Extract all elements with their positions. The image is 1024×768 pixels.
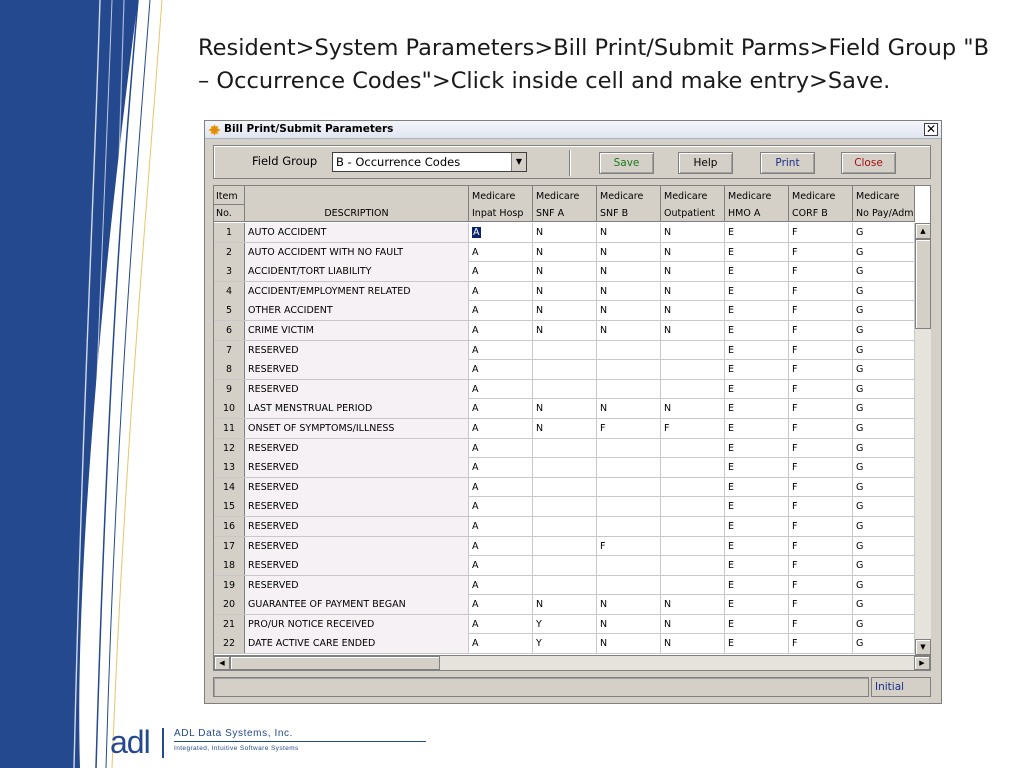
hmo-a-cell[interactable]: E (725, 380, 789, 399)
snf-a-cell[interactable]: N (533, 223, 597, 242)
hmo-a-cell[interactable]: E (725, 399, 789, 418)
hmo-a-cell[interactable]: E (725, 576, 789, 595)
outpatient-cell[interactable]: N (661, 243, 725, 262)
outpatient-cell[interactable]: N (661, 223, 725, 242)
inpat-hosp-cell[interactable]: A (469, 517, 533, 536)
no-pay-adm-cell[interactable]: G (853, 380, 915, 399)
no-pay-adm-cell[interactable]: G (853, 243, 915, 262)
no-pay-adm-cell[interactable]: G (853, 360, 915, 379)
grid-header (214, 186, 915, 222)
no-pay-adm-cell[interactable]: G (853, 537, 915, 556)
company-logo (110, 726, 330, 762)
inpat-hosp-cell[interactable]: A (469, 262, 533, 281)
header-line-1: Medicare (600, 191, 644, 202)
table-row[interactable] (214, 380, 915, 400)
hmo-a-cell[interactable]: E (725, 634, 789, 653)
vertical-scrollbar[interactable] (915, 223, 931, 655)
table-row[interactable] (214, 478, 915, 498)
outpatient-cell[interactable] (661, 537, 725, 556)
no-pay-adm-cell[interactable]: G (853, 478, 915, 497)
outpatient-cell[interactable]: N (661, 399, 725, 418)
snf-b-cell[interactable]: N (597, 321, 661, 340)
description-cell[interactable]: RESERVED (245, 341, 469, 360)
description-cell[interactable]: LAST MENSTRUAL PERIOD (245, 399, 469, 418)
corf-b-cell[interactable]: F (789, 282, 853, 301)
item-no-cell: 22 (214, 634, 245, 653)
no-pay-adm-cell[interactable]: G (853, 399, 915, 418)
description-cell[interactable]: RESERVED (245, 478, 469, 497)
header-line-1: Medicare (728, 191, 772, 202)
snf-a-cell[interactable] (533, 380, 597, 399)
description-cell[interactable]: OTHER ACCIDENT (245, 301, 469, 320)
snf-b-cell[interactable] (597, 380, 661, 399)
scroll-up-icon[interactable]: ▲ (915, 223, 931, 239)
outpatient-cell[interactable] (661, 556, 725, 575)
description-cell[interactable]: RESERVED (245, 576, 469, 595)
no-pay-adm-cell[interactable]: G (853, 439, 915, 458)
status-bar (213, 677, 869, 697)
snf-a-header (533, 186, 597, 222)
corf-b-cell[interactable]: F (789, 419, 853, 438)
no-pay-adm-cell[interactable]: G (853, 615, 915, 634)
no-pay-adm-cell[interactable]: G (853, 517, 915, 536)
snf-b-cell[interactable] (597, 576, 661, 595)
snf-b-cell[interactable] (597, 478, 661, 497)
description-cell[interactable]: RESERVED (245, 360, 469, 379)
no-pay-adm-cell[interactable]: G (853, 262, 915, 281)
table-row[interactable] (214, 537, 915, 557)
outpatient-cell[interactable] (661, 497, 725, 516)
item-no-cell: 19 (214, 576, 245, 595)
table-row[interactable] (214, 321, 915, 341)
snf-b-cell[interactable]: N (597, 223, 661, 242)
table-row[interactable] (214, 517, 915, 537)
description-cell[interactable]: RESERVED (245, 537, 469, 556)
outpatient-cell[interactable] (661, 458, 725, 477)
vertical-scroll-thumb[interactable] (915, 239, 931, 329)
outpatient-cell[interactable] (661, 341, 725, 360)
corf-b-cell[interactable]: F (789, 576, 853, 595)
corf-b-cell[interactable]: F (789, 517, 853, 536)
item-no-cell: 6 (214, 321, 245, 340)
corf-b-cell[interactable]: F (789, 595, 853, 614)
hmo-a-cell[interactable]: E (725, 439, 789, 458)
table-row[interactable] (214, 595, 915, 615)
description-cell[interactable]: AUTO ACCIDENT WITH NO FAULT (245, 243, 469, 262)
table-row[interactable] (214, 634, 915, 654)
inpat-hosp-cell[interactable]: A (469, 556, 533, 575)
snf-b-cell[interactable] (597, 341, 661, 360)
header-line-2: SNF B (600, 208, 629, 219)
item-no-cell: 21 (214, 615, 245, 634)
item-no-cell: 20 (214, 595, 245, 614)
table-row[interactable] (214, 399, 915, 419)
header-line-2: SNF A (536, 208, 565, 219)
snf-b-cell[interactable]: F (597, 419, 661, 438)
header-line-2: Outpatient (664, 208, 716, 219)
no-pay-adm-cell[interactable]: G (853, 634, 915, 653)
snf-a-cell[interactable]: N (533, 399, 597, 418)
save-button[interactable]: Save (599, 152, 654, 174)
logo-divider (174, 741, 426, 742)
horizontal-scrollbar[interactable] (213, 655, 931, 671)
corf-b-cell[interactable]: F (789, 478, 853, 497)
logo-company-name: ADL Data Systems, Inc. (174, 728, 293, 739)
scroll-right-icon[interactable]: ▶ (914, 656, 930, 670)
no-pay-adm-cell[interactable]: G (853, 595, 915, 614)
table-row[interactable] (214, 497, 915, 517)
snf-a-cell[interactable]: N (533, 243, 597, 262)
snf-b-cell[interactable] (597, 497, 661, 516)
item-no-cell: 14 (214, 478, 245, 497)
snf-a-cell[interactable] (533, 478, 597, 497)
logo-bar (162, 728, 164, 758)
corf-b-cell[interactable]: F (789, 634, 853, 653)
snf-a-cell[interactable] (533, 360, 597, 379)
header-divider (214, 204, 245, 205)
header-line-2: HMO A (728, 208, 761, 219)
no-pay-adm-cell[interactable]: G (853, 419, 915, 438)
header-line-1: Item (216, 191, 238, 202)
selected-cell-value[interactable]: A (473, 227, 480, 238)
item-no-cell: 10 (214, 399, 245, 418)
outpatient-cell[interactable]: N (661, 634, 725, 653)
snf-b-cell[interactable]: N (597, 399, 661, 418)
outpatient-cell[interactable] (661, 439, 725, 458)
inpat-hosp-cell[interactable]: A (469, 439, 533, 458)
horizontal-scroll-thumb[interactable] (230, 656, 440, 670)
corf-b-header (789, 186, 853, 222)
table-row[interactable] (214, 262, 915, 282)
hmo-a-cell[interactable]: E (725, 615, 789, 634)
slide-decoration (0, 0, 175, 768)
no-pay-adm-cell[interactable]: G (853, 223, 915, 242)
snf-a-cell[interactable] (533, 576, 597, 595)
hmo-a-cell[interactable]: E (725, 537, 789, 556)
description-header (245, 186, 469, 222)
table-row[interactable] (214, 576, 915, 596)
corf-b-cell[interactable]: F (789, 301, 853, 320)
inpat-hosp-cell[interactable]: A (469, 341, 533, 360)
table-row[interactable] (214, 341, 915, 361)
item-no-cell: 7 (214, 341, 245, 360)
hmo-a-cell[interactable]: E (725, 595, 789, 614)
corf-b-cell[interactable]: F (789, 341, 853, 360)
hmo-a-cell[interactable]: E (725, 282, 789, 301)
snf-a-cell[interactable]: N (533, 282, 597, 301)
corf-b-cell[interactable]: F (789, 399, 853, 418)
snf-b-cell[interactable]: N (597, 262, 661, 281)
snf-b-cell[interactable]: N (597, 243, 661, 262)
close-window-button[interactable]: ✕ (925, 122, 937, 136)
corf-b-cell[interactable]: F (789, 615, 853, 634)
header-line-1: Medicare (856, 191, 900, 202)
item-no-cell: 12 (214, 439, 245, 458)
item-no-cell: 16 (214, 517, 245, 536)
no-pay-adm-cell[interactable]: G (853, 341, 915, 360)
snf-b-cell[interactable] (597, 517, 661, 536)
hmo-a-cell[interactable]: E (725, 556, 789, 575)
print-button[interactable]: Print (760, 152, 815, 174)
snf-a-cell[interactable]: N (533, 419, 597, 438)
header-line-1: Medicare (792, 191, 836, 202)
description-cell[interactable]: CRIME VICTIM (245, 321, 469, 340)
corf-b-cell[interactable]: F (789, 439, 853, 458)
header-line-2: Inpat Hosp (472, 208, 524, 219)
header-line-1: Medicare (472, 191, 516, 202)
hmo-a-header (725, 186, 789, 222)
hmo-a-cell[interactable]: E (725, 360, 789, 379)
outpatient-cell[interactable]: N (661, 301, 725, 320)
inpat-hosp-cell[interactable]: A (469, 380, 533, 399)
table-row[interactable] (214, 282, 915, 302)
corf-b-cell[interactable]: F (789, 556, 853, 575)
corf-b-cell[interactable]: F (789, 537, 853, 556)
table-row[interactable] (214, 556, 915, 576)
hmo-a-cell[interactable]: E (725, 517, 789, 536)
description-cell[interactable]: RESERVED (245, 439, 469, 458)
description-cell[interactable]: RESERVED (245, 458, 469, 477)
snf-a-cell[interactable] (533, 439, 597, 458)
no-pay-adm-cell[interactable]: G (853, 321, 915, 340)
field-group-select[interactable] (332, 152, 527, 172)
corf-b-cell[interactable]: F (789, 360, 853, 379)
inpat-hosp-cell[interactable]: A (469, 576, 533, 595)
corf-b-cell[interactable]: F (789, 262, 853, 281)
inpat-hosp-cell[interactable]: A (469, 537, 533, 556)
hmo-a-cell[interactable]: E (725, 262, 789, 281)
item-no-cell: 4 (214, 282, 245, 301)
inpat-hosp-cell[interactable]: A (469, 497, 533, 516)
hmo-a-cell[interactable]: E (725, 321, 789, 340)
snf-b-cell[interactable]: F (597, 537, 661, 556)
inpat-hosp-cell[interactable] (469, 223, 533, 242)
item-no-cell: 15 (214, 497, 245, 516)
outpatient-cell[interactable] (661, 517, 725, 536)
table-row[interactable] (214, 223, 915, 243)
table-row[interactable] (214, 243, 915, 263)
field-group-label: Field Group (252, 154, 318, 168)
no-pay-adm-cell[interactable]: G (853, 556, 915, 575)
inpat-hosp-cell[interactable]: A (469, 321, 533, 340)
snf-b-cell[interactable]: N (597, 301, 661, 320)
snf-b-cell[interactable] (597, 439, 661, 458)
table-row[interactable] (214, 360, 915, 380)
logo-tagline: Integrated, Intuitive Software Systems (174, 745, 299, 752)
hmo-a-cell[interactable]: E (725, 497, 789, 516)
description-cell[interactable]: RESERVED (245, 556, 469, 575)
snf-a-cell[interactable]: N (533, 321, 597, 340)
header-line-1: Medicare (664, 191, 708, 202)
corf-b-cell[interactable]: F (789, 497, 853, 516)
description-cell[interactable]: PRO/UR NOTICE RECEIVED (245, 615, 469, 634)
description-cell[interactable]: ONSET OF SYMPTOMS/ILLNESS (245, 419, 469, 438)
item-no-cell: 3 (214, 262, 245, 281)
table-row[interactable] (214, 439, 915, 459)
header-line-2: No. (216, 208, 232, 219)
hmo-a-cell[interactable]: E (725, 478, 789, 497)
snf-a-cell[interactable]: N (533, 262, 597, 281)
item-no-cell: 17 (214, 537, 245, 556)
inpat-hosp-cell[interactable]: A (469, 399, 533, 418)
snf-b-cell[interactable] (597, 556, 661, 575)
inpat-hosp-cell[interactable]: A (469, 282, 533, 301)
inpat-hosp-cell[interactable]: A (469, 595, 533, 614)
item-no-cell: 2 (214, 243, 245, 262)
window-titlebar[interactable] (205, 121, 941, 139)
item-no-cell: 9 (214, 380, 245, 399)
app-icon (208, 124, 221, 136)
item-no-cell: 13 (214, 458, 245, 477)
help-button[interactable]: Help (678, 152, 733, 174)
chevron-down-icon[interactable]: ▼ (511, 153, 526, 171)
outpatient-cell[interactable] (661, 380, 725, 399)
description-cell[interactable]: RESERVED (245, 497, 469, 516)
toolbar-divider (569, 150, 571, 176)
item-no-cell: 18 (214, 556, 245, 575)
outpatient-cell[interactable] (661, 360, 725, 379)
field-group-value: B - Occurrence Codes (336, 155, 461, 169)
header-line-2: CORF B (792, 208, 828, 219)
snf-a-cell[interactable] (533, 458, 597, 477)
close-button[interactable]: Close (841, 152, 896, 174)
corf-b-cell[interactable]: F (789, 321, 853, 340)
table-row[interactable] (214, 301, 915, 321)
snf-b-cell[interactable] (597, 360, 661, 379)
snf-b-header (597, 186, 661, 222)
snf-a-cell[interactable] (533, 537, 597, 556)
no-pay-adm-cell[interactable]: G (853, 576, 915, 595)
no-pay-adm-cell[interactable]: G (853, 301, 915, 320)
snf-b-cell[interactable]: N (597, 595, 661, 614)
snf-a-cell[interactable] (533, 341, 597, 360)
description-cell[interactable]: DATE ACTIVE CARE ENDED (245, 634, 469, 653)
outpatient-cell[interactable]: N (661, 262, 725, 281)
no-pay-adm-cell[interactable]: G (853, 497, 915, 516)
snf-a-cell[interactable] (533, 517, 597, 536)
outpatient-cell[interactable] (661, 576, 725, 595)
toolbar (213, 145, 931, 179)
parameters-grid (213, 185, 931, 657)
snf-b-cell[interactable]: N (597, 615, 661, 634)
outpatient-cell[interactable]: N (661, 282, 725, 301)
snf-a-cell[interactable]: N (533, 595, 597, 614)
description-cell[interactable]: RESERVED (245, 517, 469, 536)
inpat-hosp-cell[interactable]: A (469, 634, 533, 653)
inpat-hosp-cell[interactable]: A (469, 615, 533, 634)
item-no-cell: 8 (214, 360, 245, 379)
snf-b-cell[interactable]: N (597, 634, 661, 653)
hmo-a-cell[interactable]: E (725, 243, 789, 262)
outpatient-cell[interactable] (661, 478, 725, 497)
outpatient-cell[interactable]: N (661, 615, 725, 634)
table-row[interactable] (214, 419, 915, 439)
logo-mark: adl (110, 724, 150, 760)
inpat-hosp-cell[interactable]: A (469, 301, 533, 320)
inpat-hosp-cell[interactable]: A (469, 360, 533, 379)
bill-print-window (204, 120, 942, 704)
snf-a-cell[interactable]: Y (533, 634, 597, 653)
inpat-hosp-cell[interactable]: A (469, 419, 533, 438)
description-cell[interactable]: ACCIDENT/TORT LIABILITY (245, 262, 469, 281)
no-pay-adm-header (853, 186, 915, 222)
scroll-left-icon[interactable]: ◀ (214, 656, 230, 670)
corf-b-cell[interactable]: F (789, 243, 853, 262)
snf-a-cell[interactable] (533, 556, 597, 575)
snf-a-cell[interactable] (533, 497, 597, 516)
scroll-down-icon[interactable]: ▼ (915, 639, 931, 655)
table-row[interactable] (214, 615, 915, 635)
description-cell[interactable]: AUTO ACCIDENT (245, 223, 469, 242)
item-no-cell: 5 (214, 301, 245, 320)
inpat-hosp-cell[interactable]: A (469, 478, 533, 497)
inpat-hosp-cell[interactable]: A (469, 243, 533, 262)
snf-b-cell[interactable]: N (597, 282, 661, 301)
outpatient-header (661, 186, 725, 222)
hmo-a-cell[interactable]: E (725, 458, 789, 477)
outpatient-cell[interactable]: F (661, 419, 725, 438)
table-row[interactable] (214, 458, 915, 478)
outpatient-cell[interactable]: N (661, 595, 725, 614)
description-cell[interactable]: RESERVED (245, 380, 469, 399)
header-line-2: No Pay/Adm (856, 208, 914, 219)
snf-a-cell[interactable]: N (533, 301, 597, 320)
hmo-a-cell[interactable]: E (725, 301, 789, 320)
outpatient-cell[interactable]: N (661, 321, 725, 340)
description-cell[interactable]: ACCIDENT/EMPLOYMENT RELATED (245, 282, 469, 301)
no-pay-adm-cell[interactable]: G (853, 282, 915, 301)
hmo-a-cell[interactable]: E (725, 341, 789, 360)
no-pay-adm-cell[interactable]: G (853, 458, 915, 477)
snf-a-cell[interactable]: Y (533, 615, 597, 634)
hmo-a-cell[interactable]: E (725, 419, 789, 438)
inpat-hosp-header (469, 186, 533, 222)
corf-b-cell[interactable]: F (789, 380, 853, 399)
status-mode: Initial (871, 677, 931, 697)
corf-b-cell[interactable]: F (789, 458, 853, 477)
header-line-1: Medicare (536, 191, 580, 202)
window-title: Bill Print/Submit Parameters (224, 123, 394, 135)
item-no-cell: 1 (214, 223, 245, 242)
item-no-cell: 11 (214, 419, 245, 438)
hmo-a-cell[interactable]: E (725, 223, 789, 242)
corf-b-cell[interactable]: F (789, 223, 853, 242)
description-cell[interactable]: GUARANTEE OF PAYMENT BEGAN (245, 595, 469, 614)
inpat-hosp-cell[interactable]: A (469, 458, 533, 477)
snf-b-cell[interactable] (597, 458, 661, 477)
header-line-2: DESCRIPTION (324, 208, 389, 219)
grid-rows (214, 223, 915, 654)
slide-title: Resident>System Parameters>Bill Print/Submit Parms>Field Group "B – Occurrence Codes">Click inside cell and make entry>Save. (198, 35, 990, 94)
